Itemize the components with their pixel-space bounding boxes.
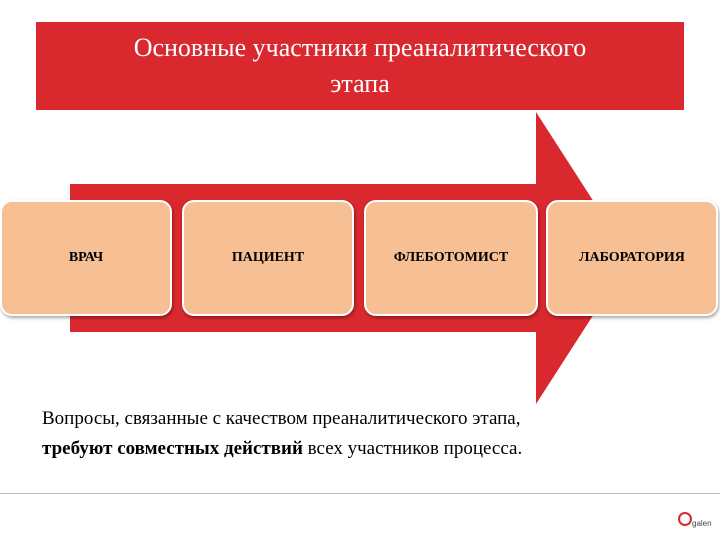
stage-label: ПАЦИЕНТ (231, 250, 305, 265)
galen-logo (676, 508, 716, 534)
note-text (42, 404, 702, 464)
title-line-2: этапа (330, 69, 390, 98)
stage-label: ФЛЕБОТОМИСТ (393, 250, 509, 265)
stage-laboratoriya (546, 200, 718, 316)
note-bold: требуют совместных действий (42, 438, 303, 459)
stage-label: ВРАЧ (68, 250, 104, 265)
note-line-2: всех участников процесса. (302, 438, 523, 459)
stage-flebotomist (364, 200, 538, 316)
note-line-1: Вопросы, связанные с качеством преаналитического этапа, (42, 408, 521, 429)
stage-vrach (0, 200, 172, 316)
logo-circle-icon (678, 512, 692, 526)
stage-patsient (182, 200, 354, 316)
stage-label: ЛАБОРАТОРИЯ (579, 250, 685, 265)
logo-text: galen (692, 519, 712, 528)
footer-divider (0, 493, 720, 494)
title-line-1: Основные участники преаналитического (133, 33, 587, 62)
